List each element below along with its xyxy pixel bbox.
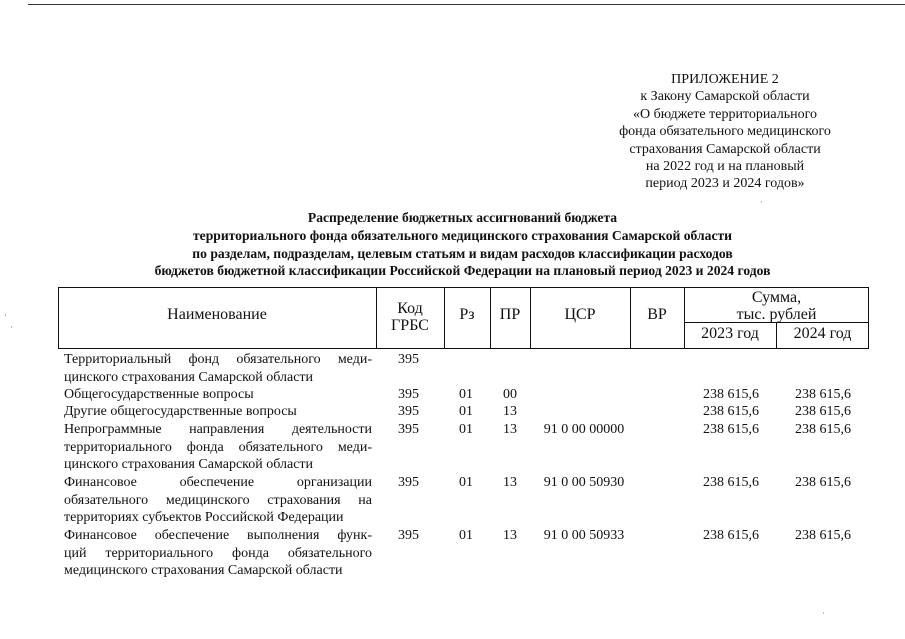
row-name-line: обязательного медицинского страхования на: [64, 492, 372, 508]
row-sum-2023: 238 615,6: [703, 475, 759, 490]
row-name-line: медицинского страхования Самарской области: [64, 563, 343, 579]
header-grbs: [376, 300, 444, 334]
row-sum-2024: 238 615,6: [795, 404, 851, 419]
row-name: [64, 386, 372, 404]
row-name: [64, 351, 372, 386]
appendix-block: [560, 71, 890, 193]
row-name: [64, 403, 372, 421]
header-year-2024: 2024 год: [793, 325, 852, 342]
row-name: [64, 527, 372, 580]
scan-speck: ·: [760, 197, 763, 207]
row-grbs: 395: [398, 352, 419, 367]
row-grbs: 395: [398, 475, 419, 490]
row-rz: 01: [459, 475, 473, 490]
row-pr: 00: [503, 387, 517, 402]
row-grbs: 395: [398, 422, 419, 437]
header-year-2023: 2023 год: [701, 325, 759, 342]
header-grbs-line2: ГРБС: [391, 317, 429, 334]
row-pr: 13: [503, 475, 517, 490]
title-line: по разделам, подразделам, целевым статьям и видам расходов классификации расходов: [192, 245, 733, 261]
row-name-line: Другие общегосударственные вопросы: [64, 404, 297, 419]
appendix-line: период 2023 и 2024 годов»: [645, 176, 805, 192]
appendix-line: на 2022 год и на плановый: [645, 159, 805, 175]
appendix-line: фонда обязательного медицинского: [619, 124, 831, 140]
row-sum-2023: 238 615,6: [703, 387, 759, 402]
row-csr: 91 0 00 00000: [543, 422, 625, 437]
header-sum-line1: Сумма,: [751, 289, 802, 306]
appendix-line: «О бюджете территориального: [633, 106, 817, 122]
row-name-line: территориях субъектов Российской Федерации: [64, 510, 344, 526]
row-csr: 91 0 00 50930: [543, 475, 625, 490]
row-name: [64, 421, 372, 474]
appendix-line: к Закону Самарской области: [640, 89, 810, 105]
header-name: Наименование: [167, 306, 267, 323]
row-grbs: 395: [398, 404, 419, 419]
row-name-line: цинского страхования Самарской области: [64, 369, 314, 385]
row-csr: 91 0 00 50933: [543, 528, 625, 543]
scan-speck: ·: [822, 608, 825, 618]
row-sum-2024: 238 615,6: [795, 528, 851, 543]
scan-speck: ·: [10, 322, 13, 332]
scan-speck: ·: [4, 310, 7, 320]
header-vr: ВР: [647, 306, 667, 323]
row-grbs: 395: [398, 387, 419, 402]
appendix-line: ПРИЛОЖЕНИЕ 2: [671, 72, 779, 87]
row-pr: 13: [503, 422, 517, 437]
header-sum: [684, 289, 869, 323]
appendix-line: страхования Самарской области: [629, 141, 821, 157]
page-top-border: [28, 4, 905, 5]
header-pr: ПР: [499, 306, 521, 323]
row-name: [64, 474, 372, 527]
header-rz: Рз: [459, 306, 475, 323]
row-rz: 01: [459, 387, 473, 402]
row-name-line: Непрограммные направления деятельности: [64, 422, 372, 437]
title-line: бюджетов бюджетной классификации Российской Федерации на плановый период 2023 и 2024 годов: [154, 263, 771, 279]
row-sum-2024: 238 615,6: [795, 387, 851, 402]
row-name-line: Финансовое обеспечение организации: [64, 475, 372, 490]
row-pr: 13: [503, 528, 517, 543]
title-line: Распределение бюджетных ассигнований бюджета: [307, 210, 618, 225]
row-sum-2024: 238 615,6: [795, 422, 851, 437]
document-title: [60, 209, 865, 280]
row-rz: 01: [459, 528, 473, 543]
row-name-line: Общегосударственные вопросы: [64, 387, 254, 402]
row-grbs: 395: [398, 528, 419, 543]
header-sum-line2: тыс. рублей: [736, 306, 817, 323]
row-rz: 01: [459, 422, 473, 437]
title-line: территориального фонда обязательного медицинского страхования Самарской области: [193, 227, 732, 243]
row-name-line: Территориальный фонд обязательного меди-: [64, 352, 372, 367]
row-pr: 13: [503, 404, 517, 419]
header-csr: ЦСР: [564, 306, 596, 323]
row-rz: 01: [459, 404, 473, 419]
row-name-line: цинского страхования Самарской области: [64, 457, 314, 473]
row-name-line: Финансовое обеспечение выполнения функ-: [64, 528, 372, 543]
row-name-line: ций территориального фонда обязательного: [64, 545, 372, 561]
row-name-line: территориального фонда обязательного меди-: [64, 439, 372, 455]
header-grbs-line1: Код: [397, 300, 423, 317]
row-sum-2023: 238 615,6: [703, 422, 759, 437]
row-sum-2023: 238 615,6: [703, 404, 759, 419]
row-sum-2024: 238 615,6: [795, 475, 851, 490]
row-sum-2023: 238 615,6: [703, 528, 759, 543]
